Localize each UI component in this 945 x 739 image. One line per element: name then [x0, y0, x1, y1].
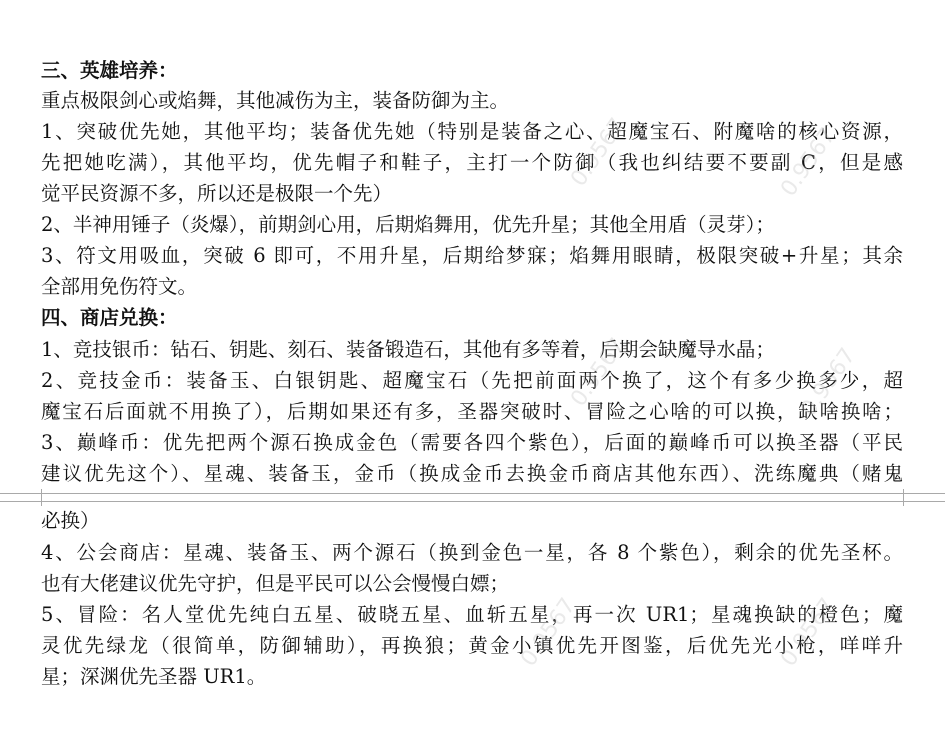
paragraph-line: 魔宝石后面就不用换了），后期如果还有多，圣器突破时、冒险之心啥的可以换，缺啥换啥； [41, 400, 903, 423]
watermark-text: 0.9567 [566, 113, 631, 192]
watermark-text: 0.9567 [776, 593, 841, 672]
paragraph-line: 建议优先这个）、星魂、装备玉，金币（换成金币去换金币商店其他东西）、洗练魔典（赌鬼 [41, 462, 903, 485]
paragraph-line: 1、竞技银币：钻石、钥匙、刻石、装备锻造石，其他有多等着，后期会缺魔导水晶； [41, 338, 775, 361]
watermark-text: 0.9567 [566, 333, 631, 412]
watermark-text: 0.9567 [796, 343, 861, 422]
paragraph-line: 4、公会商店：星魂、装备玉、两个源石（换到金色一星，各 8 个紫色），剩余的优先圣杯。 [41, 541, 903, 564]
paragraph-line: 2、半神用锤子（炎爆），前期剑心用，后期焰舞用，优先升星；其他全用盾（灵芽）； [41, 213, 775, 236]
paragraph-line: 1、突破优先她，其他平均；装备优先她（特别是装备之心、超魔宝石、附魔啥的核心资源， [41, 120, 903, 143]
paragraph-line: 5、冒险：名人堂优先纯白五星、破晓五星、血斩五星，再一次 UR1；星魂换缺的橙色；魔 [41, 603, 903, 626]
paragraph-line: 2、竞技金币：装备玉、白银钥匙、超魔宝石（先把前面两个换了，这个有多少换多少，超 [41, 369, 903, 392]
paragraph-line: 灵优先绿龙（很简单，防御辅助），再换狼；黄金小镇优先开图鉴，后优先光小枪，咩咩升 [41, 634, 903, 657]
paragraph-line: 先把她吃满），其他平均，优先帽子和鞋子，主打一个防御（我也纠结要不要副 C，但是感 [41, 151, 903, 174]
paragraph-line: 必换） [41, 509, 100, 532]
watermark-text: 0.9567 [776, 123, 841, 202]
page-break-separator [0, 489, 945, 507]
watermark-text: 0.9567 [516, 593, 581, 672]
paragraph-line: 重点极限剑心或焰舞，其他减伤为主，装备防御为主。 [41, 89, 510, 112]
paragraph-line: 3、巅峰币：优先把两个源石换成金色（需要各四个紫色），后面的巅峰币可以换圣器（平民 [41, 431, 903, 454]
section-heading-hero-training: 三、英雄培养： [41, 59, 178, 82]
paragraph-line: 星；深渊优先圣器 UR1。 [41, 665, 267, 688]
section-heading-shop-exchange: 四、商店兑换： [41, 306, 178, 329]
paragraph-line: 3、符文用吸血，突破 6 即可，不用升星，后期给梦寐；焰舞用眼睛，极限突破+升星；其余 [41, 244, 903, 267]
paragraph-line: 全部用免伤符文。 [41, 275, 198, 298]
paragraph-line: 也有大佬建议优先守护，但是平民可以公会慢慢白嫖； [41, 572, 510, 595]
paragraph-line: 觉平民资源不多，所以还是极限一个先） [41, 182, 393, 205]
